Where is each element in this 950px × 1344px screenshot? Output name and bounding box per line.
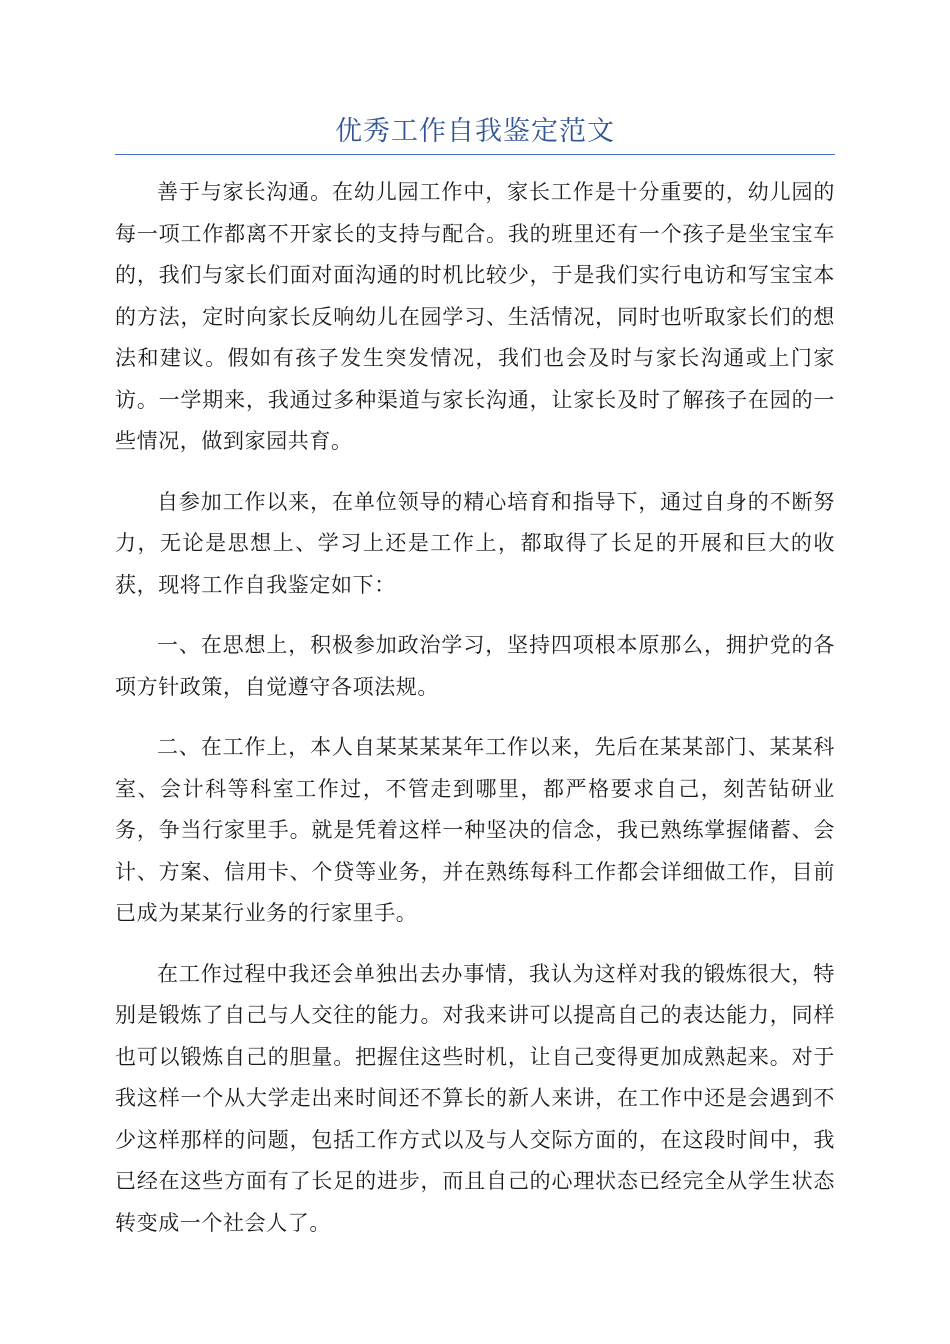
document-title: 优秀工作自我鉴定范文 bbox=[335, 116, 615, 147]
paragraph-parent-communication: 善于与家长沟通。在幼儿园工作中，家长工作是十分重要的，幼儿园的每一项工作都离不开家长的支持与配合。我的班里还有一个孩子是坐宝宝车的，我们与家长们面对面沟通的时机比较少，于是我们实行电访和写宝宝本的方法，定时向家长反响幼儿在园学习、生活情况，同时也听取家长们的想法和建议。假如有孩子发生突发情况，我们也会及时与家长沟通或上门家访。一学期来，我通过多种渠道与家长沟通，让家长及时了解孩子在园的一些情况，做到家园共育。 bbox=[115, 180, 835, 453]
paragraph-growth: 在工作过程中我还会单独出去办事情，我认为这样对我的锻炼很大，特别是锻炼了自己与人交往的能力。对我来讲可以提高自己的表达能力，同样也可以锻炼自己的胆量。把握住这些时机，让自己变得更加成熟起来。对于我这样一个从大学走出来时间还不算长的新人来讲，在工作中还是会遇到不少这样那样的问题，包括工作方式以及与人交际方面的，在这段时间中，我已经在这些方面有了长足的进步，而且自己的心理状态已经完全从学生状态转变成一个社会人了。 bbox=[115, 961, 835, 1235]
paragraph-ideology: 一、在思想上，积极参加政治学习，坚持四项根本原那么，拥护党的各项方针政策，自觉遵守各项法规。 bbox=[115, 633, 835, 699]
paragraph-introduction: 自参加工作以来，在单位领导的精心培育和指导下，通过自身的不断努力，无论是思想上、学习上还是工作上，都取得了长足的开展和巨大的收获，现将工作自我鉴定如下： bbox=[115, 489, 835, 597]
document-body bbox=[115, 172, 835, 1263]
title-underline bbox=[115, 154, 835, 155]
paragraph-work: 二、在工作上，本人自某某某某年工作以来，先后在某某部门、某某科室、会计科等科室工作过，不管走到哪里，都严格要求自己，刻苦钻研业务，争当行家里手。就是凭着这样一种坚决的信念，我已熟练掌握储蓄、会计、方案、信用卡、个贷等业务，并在熟练每科工作都会详细做工作，目前已成为某某行业务的行家里手。 bbox=[115, 735, 835, 925]
